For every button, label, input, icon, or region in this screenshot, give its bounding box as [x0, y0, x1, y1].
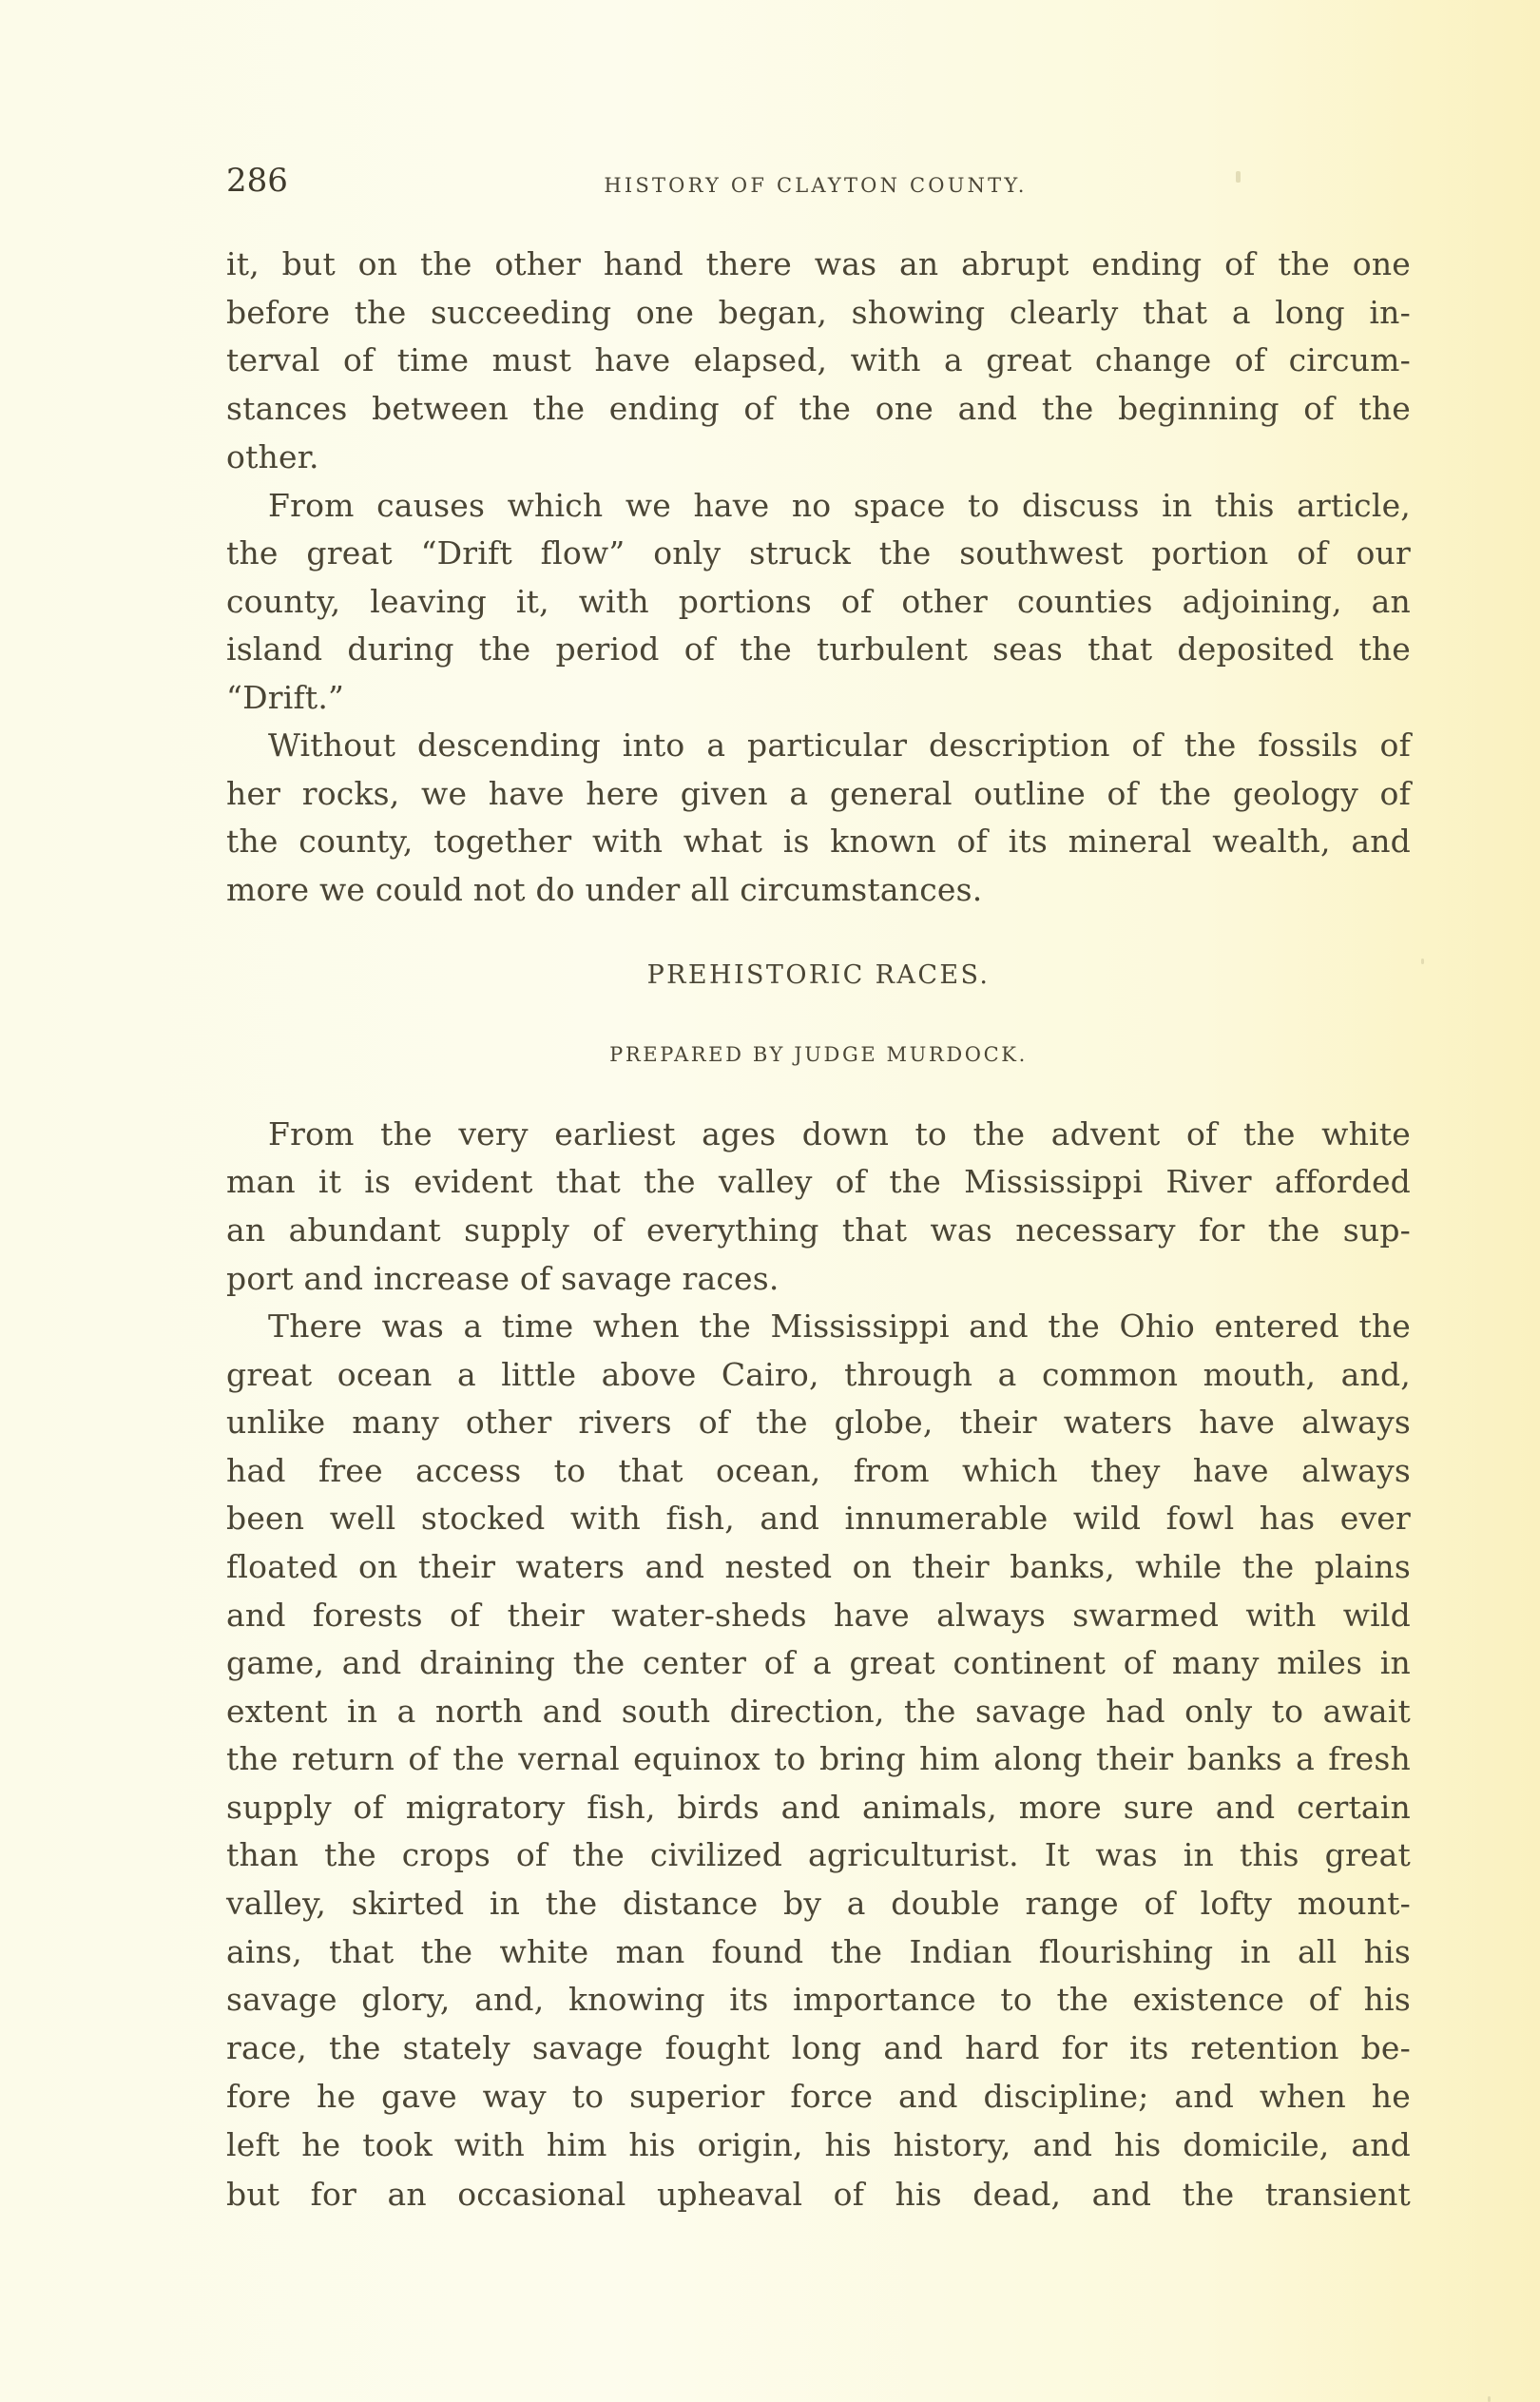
text-line: county, leaving it, with portions of other counties adjoining, an — [226, 583, 1411, 620]
text-line: her rocks, we have here given a general outline of the geology of — [226, 775, 1411, 812]
text-line: savage glory, and, knowing its importance to the existence of his — [226, 1981, 1411, 2018]
text-line: more we could not do under all circumstances. — [226, 871, 983, 908]
text-line: and forests of their water-sheds have always swarmed with wild — [226, 1597, 1411, 1634]
text-line: the great “Drift flow” only struck the southwest portion of our — [226, 534, 1411, 571]
section-title: PREHISTORIC RACES. — [646, 960, 991, 990]
text-line: port and increase of savage races. — [226, 1260, 780, 1297]
text-line: man it is evident that the valley of the Mississippi River afforded — [226, 1163, 1411, 1200]
text-line: ains, that the white man found the Indian flourishing in all his — [226, 1933, 1411, 1970]
text-line: other. — [226, 438, 319, 475]
text-line: it, but on the other hand there was an abrupt ending of the one — [226, 245, 1411, 282]
text-line: island during the period of the turbulent seas that deposited the — [226, 630, 1411, 668]
text-line: From the very earliest ages down to the advent of the white — [268, 1115, 1411, 1153]
text-line: stances between the ending of the one and the beginning of the — [226, 390, 1411, 427]
text-line: From causes which we have no space to discuss in this article, — [268, 487, 1411, 524]
text-line: valley, skirted in the distance by a double range of lofty mount- — [226, 1885, 1411, 1922]
text-line: “Drift.” — [226, 679, 345, 716]
text-line: left he took with him his origin, his history, and his domicile, and — [226, 2126, 1411, 2163]
text-line: but for an occasional upheaval of his dead, and the transient — [226, 2176, 1411, 2213]
text-line: been well stocked with fish, and innumerable wild fowl has ever — [226, 1500, 1411, 1537]
running-head — [224, 162, 1413, 203]
text-line: floated on their waters and nested on their banks, while the plains — [226, 1548, 1411, 1585]
text-line: extent in a north and south direction, the savage had only to await — [226, 1693, 1411, 1730]
text-line: race, the stately savage fought long and hard for its retention be- — [226, 2029, 1411, 2066]
text-line: There was a time when the Mississippi and the Ohio entered the — [268, 1308, 1411, 1345]
paper-speck — [1488, 2396, 1491, 2402]
text-line: terval of time must have elapsed, with a great change of circum- — [226, 341, 1411, 378]
text-line: Without descending into a particular description of the fossils of — [268, 726, 1411, 764]
paper-speck — [1236, 171, 1241, 183]
running-title: HISTORY OF CLAYTON COUNTY. — [604, 174, 1028, 197]
text-line: before the succeeding one began, showing clearly that a long in- — [226, 294, 1411, 331]
text-line: game, and draining the center of a great continent of many miles in — [226, 1644, 1411, 1681]
text-line: the return of the vernal equinox to bring him along their banks a fresh — [226, 1740, 1411, 1777]
text-line: great ocean a little above Cairo, through a common mouth, and, — [226, 1356, 1411, 1393]
text-line: fore he gave way to superior force and discipline; and when he — [226, 2078, 1411, 2115]
text-line: than the crops of the civilized agriculturist. It was in this great — [226, 1836, 1411, 1873]
text-line: an abundant supply of everything that was necessary for the sup- — [226, 1211, 1411, 1249]
text-line: supply of migratory fish, birds and animals, more sure and certain — [226, 1789, 1411, 1826]
section-byline: PREPARED BY JUDGE MURDOCK. — [609, 1043, 1028, 1066]
text-line: had free access to that ocean, from which they have always — [226, 1452, 1411, 1489]
page-number: 286 — [226, 162, 288, 200]
paper-speck — [1421, 959, 1424, 964]
text-line: the county, together with what is known of its mineral wealth, and — [226, 823, 1411, 860]
text-line: unlike many other rivers of the globe, their waters have always — [226, 1404, 1411, 1441]
